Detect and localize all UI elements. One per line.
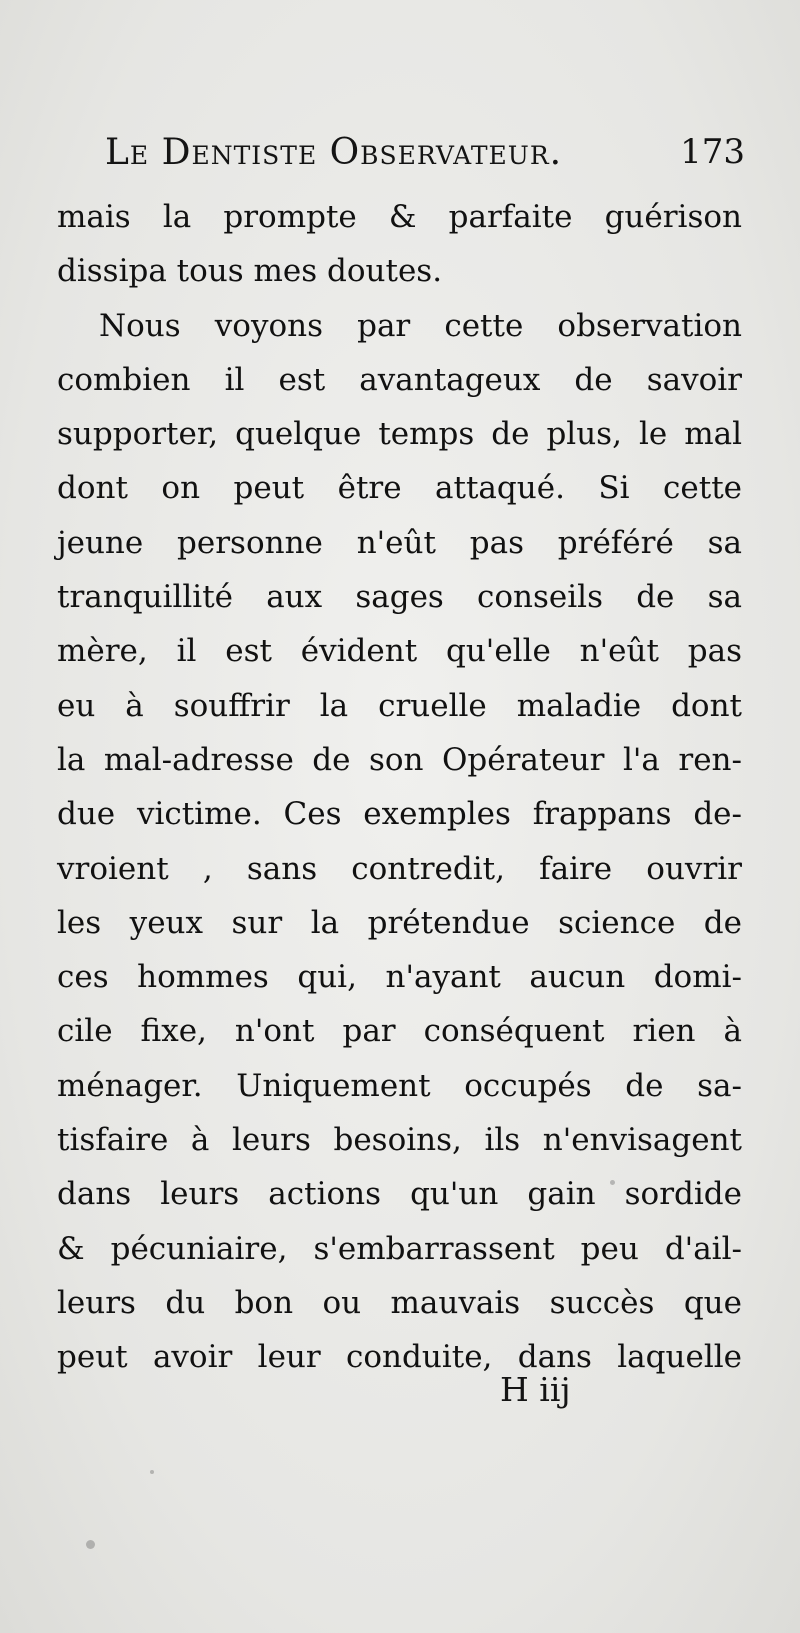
paper-speck — [86, 1540, 95, 1549]
text-line: leurs du bon ou mauvais succès que — [57, 1284, 742, 1321]
text-line: dissipa tous mes doutes. — [57, 253, 443, 290]
text-line: Nous voyons par cette observation — [99, 307, 742, 344]
running-head: Le Dentiste Observateur. — [105, 132, 563, 173]
signature-mark: H iij — [500, 1370, 571, 1409]
text-line: tisfaire à leurs besoins, ils n'envisagent — [57, 1122, 742, 1159]
text-line: ces hommes qui, n'ayant aucun domi- — [57, 959, 742, 996]
paper-speck — [610, 1180, 615, 1185]
text-line: eu à souffrir la cruelle maladie dont — [57, 687, 742, 724]
page-number: 173 — [680, 132, 745, 172]
text-line: la mal-adresse de son Opérateur l'a ren- — [57, 741, 742, 778]
text-line: jeune personne n'eût pas préféré sa — [57, 524, 742, 561]
text-line: tranquillité aux sages conseils de sa — [57, 579, 742, 616]
paper-speck — [150, 1470, 154, 1474]
text-line: cile fixe, n'ont par conséquent rien à — [57, 1013, 742, 1050]
text-line: dans leurs actions qu'un gain sordide — [57, 1176, 742, 1213]
text-line: ménager. Uniquement occupés de sa- — [57, 1067, 742, 1104]
text-line: les yeux sur la prétendue science de — [57, 904, 742, 941]
text-line: mais la prompte & parfaite guérison — [57, 199, 742, 235]
text-line: due victime. Ces exemples frappans de- — [57, 796, 742, 833]
body-text — [57, 190, 742, 1385]
text-line: dont on peut être attaqué. Si cette — [57, 470, 742, 507]
page-header — [105, 132, 765, 180]
text-line: & pécuniaire, s'embarrassent peu d'ail- — [57, 1230, 742, 1267]
text-line: supporter, quelque temps de plus, le mal — [57, 416, 742, 453]
text-line: mère, il est évident qu'elle n'eût pas — [57, 633, 742, 670]
text-line: peut avoir leur conduite, dans laquelle — [57, 1339, 742, 1376]
text-line: vroient , sans contredit, faire ouvrir — [57, 850, 742, 887]
text-line: combien il est avantageux de savoir — [57, 361, 742, 398]
